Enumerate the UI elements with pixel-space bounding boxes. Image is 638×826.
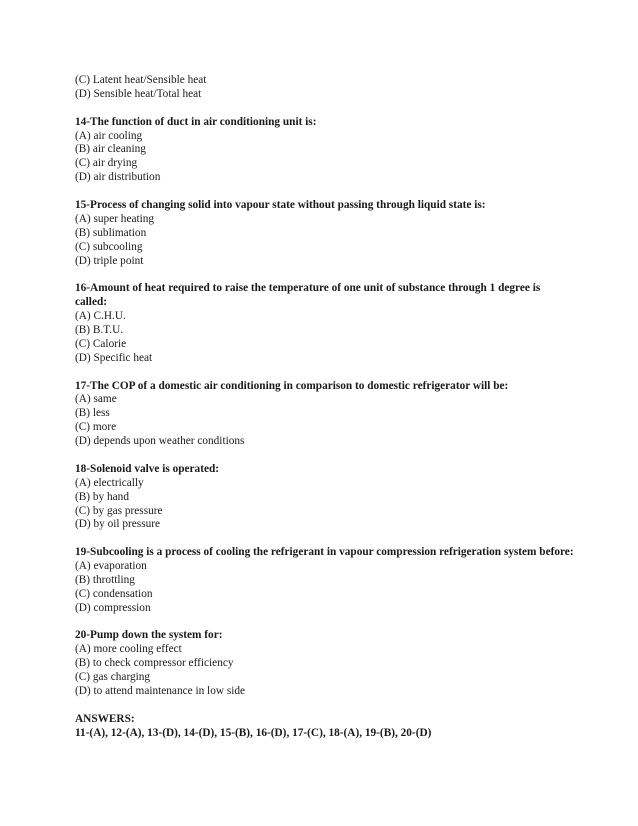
question-heading: 19-Subcooling is a process of cooling the refrigerant in vapour compression refrigeration system before:: [75, 546, 574, 559]
option: (D) air distribution: [75, 171, 161, 184]
option: (B) by hand: [75, 490, 129, 503]
question-18: [75, 463, 575, 533]
option: (C) Calorie: [75, 337, 127, 350]
option: (D) Sensible heat/Total heat: [75, 87, 202, 100]
answers-text: 11-(A), 12-(A), 13-(D), 14-(D), 15-(B), 16-(D), 17-(C), 18-(A), 19-(B), 20-(D): [75, 726, 432, 739]
question-heading: 16-Amount of heat required to raise the temperature of one unit of substance through 1 degree is called:: [75, 282, 541, 309]
lead-options: [75, 74, 575, 102]
option: (D) depends upon weather conditions: [75, 435, 245, 448]
option: (A) super heating: [75, 212, 155, 225]
option: (A) air cooling: [75, 129, 143, 142]
answers-section: [75, 713, 575, 741]
question-19: [75, 546, 575, 616]
option: (A) evaporation: [75, 560, 147, 573]
option: (C) gas charging: [75, 671, 151, 684]
option: (B) B.T.U.: [75, 323, 124, 336]
question-16: [75, 282, 575, 365]
option: (C) more: [75, 421, 117, 434]
question-17: [75, 380, 575, 450]
document-page: [75, 74, 575, 741]
question-heading: 14-The function of duct in air conditioning unit is:: [75, 115, 317, 128]
question-15: [75, 199, 575, 269]
option: (C) subcooling: [75, 240, 143, 253]
option: (B) throttling: [75, 573, 135, 586]
option: (D) to attend maintenance in low side: [75, 685, 246, 698]
option: (D) by oil pressure: [75, 518, 161, 531]
option: (A) C.H.U.: [75, 310, 126, 323]
option: (C) Latent heat/Sensible heat: [75, 74, 207, 86]
question-heading: 17-The COP of a domestic air conditioning in comparison to domestic refrigerator will be:: [75, 379, 509, 392]
option: (A) more cooling effect: [75, 643, 182, 656]
option: (D) compression: [75, 601, 151, 614]
question-heading: 20-Pump down the system for:: [75, 629, 223, 642]
option: (D) Specific heat: [75, 351, 153, 364]
option: (B) air cleaning: [75, 143, 146, 156]
option: (C) air drying: [75, 157, 138, 170]
answers-title: ANSWERS:: [75, 712, 135, 725]
option: (C) condensation: [75, 587, 153, 600]
question-14: [75, 116, 575, 186]
option: (B) sublimation: [75, 226, 147, 239]
option: (C) by gas pressure: [75, 504, 163, 517]
option: (A) electrically: [75, 476, 144, 489]
question-20: [75, 629, 575, 699]
question-heading: 15-Process of changing solid into vapour state without passing through liquid state is:: [75, 198, 486, 211]
option: (D) triple point: [75, 254, 144, 267]
question-heading: 18-Solenoid valve is operated:: [75, 462, 220, 475]
option: (A) same: [75, 393, 117, 406]
option: (B) to check compressor efficiency: [75, 657, 234, 670]
option: (B) less: [75, 407, 110, 420]
